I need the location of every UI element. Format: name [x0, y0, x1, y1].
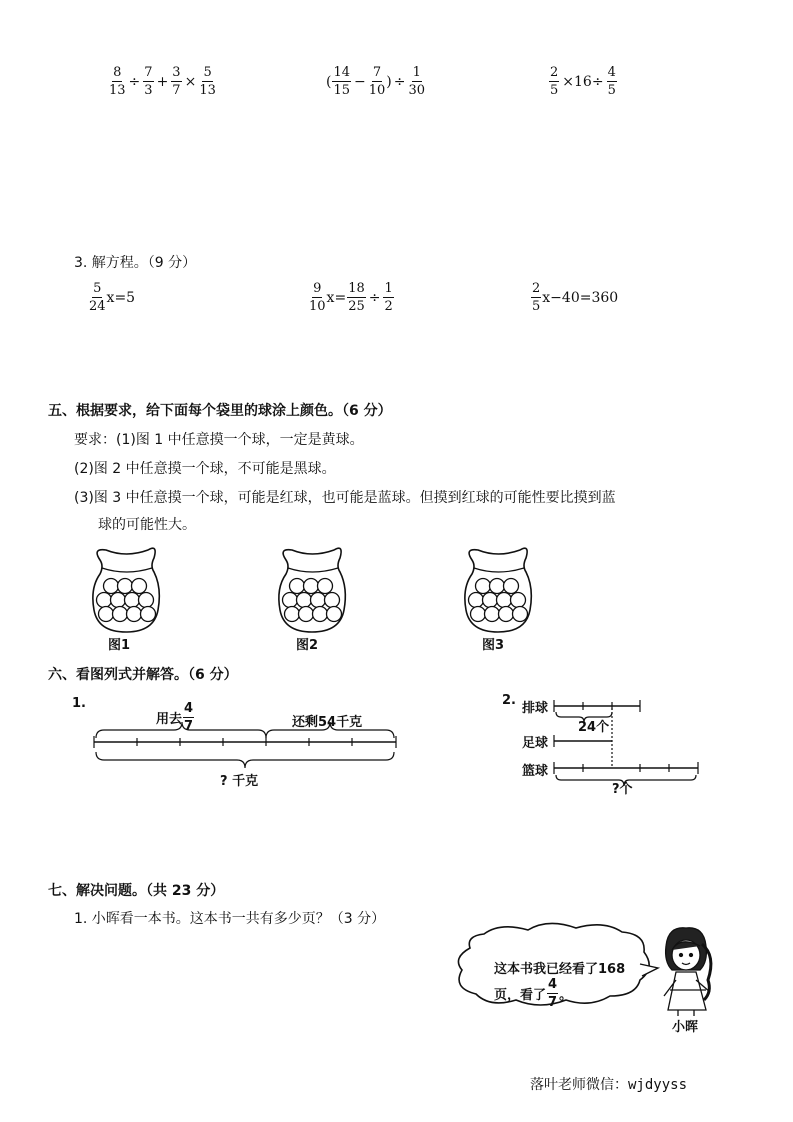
fraction: $\frac{9}{10}$ — [309, 281, 326, 314]
fraction: $\frac{4}{7}$ — [548, 977, 558, 1010]
total-kg-label: ? 千克 — [220, 774, 259, 789]
remaining-label: 还剩54千克 — [292, 715, 363, 730]
fraction: $\frac{14}{15}$ — [333, 65, 351, 98]
difference-label: 24个 — [578, 720, 610, 735]
section-5-title: 五、根据要求，给下面每个袋里的球涂上颜色。（6 分） — [48, 403, 392, 419]
bag-label-3: 图3 — [482, 638, 505, 653]
bubble-line-1: 这本书我已经看了168 — [494, 962, 626, 977]
equation-2: $\frac{9}{10}$ x= $\frac{18}{25}$ ÷ $\frac{1}{2}$ — [309, 281, 393, 314]
equation-3: $\frac{2}{5}$ x−40=360 — [532, 281, 619, 314]
fraction: $\frac{3}{7}$ — [172, 65, 181, 98]
calc-expression-2: ( $\frac{14}{15}$ − $\frac{7}{10}$ ) ÷ $\frac{1}{30}$ — [326, 65, 426, 98]
question-1: 1. 小晖看一本书。这本书一共有多少页？（3 分） — [74, 911, 386, 927]
fraction: $\frac{2}{5}$ — [550, 65, 559, 98]
requirement-3b: 球的可能性大。 — [98, 517, 196, 533]
fraction: $\frac{4}{5}$ — [607, 65, 616, 98]
section-7-title: 七、解决问题。（共 23 分） — [48, 883, 225, 899]
calc-expression-3: $\frac{2}{5}$ ×16÷ $\frac{4}{5}$ — [550, 65, 616, 98]
requirement-1: 要求：(1)图 1 中任意摸一个球，一定是黄球。 — [74, 432, 364, 448]
section-6-title: 六、看图列式并解答。（6 分） — [48, 667, 238, 683]
fraction: $\frac{5}{24}$ — [89, 281, 106, 314]
fraction: $\frac{18}{25}$ — [348, 281, 365, 314]
used-label: 用去 $\frac{4}{7}$ — [156, 701, 194, 734]
requirement-3a: (3)图 3 中任意摸一个球，可能是红球，也可能是蓝球。但摸到红球的可能性要比摸到蓝 — [74, 490, 616, 506]
problem-1-number: 1. — [72, 696, 86, 711]
character-name: 小晖 — [672, 1020, 699, 1035]
fraction: $\frac{8}{13}$ — [109, 65, 126, 98]
bag-label-1: 图1 — [108, 638, 131, 653]
problem-2-number: 2. — [502, 693, 516, 708]
bag-label-2: 图2 — [296, 638, 319, 653]
equation-1: $\frac{5}{24}$ x=5 — [89, 281, 136, 314]
basketball-label: 篮球 — [522, 764, 549, 779]
calc-expression-1: $\frac{8}{13}$ ÷ $\frac{7}{3}$ + $\frac{3}{7}$ × $\frac{5}{13}$ — [109, 65, 216, 98]
bubble-line-2: 页，看了 $\frac{4}{7}$ 。 — [494, 977, 573, 1010]
fraction: $\frac{7}{3}$ — [144, 65, 153, 98]
equations-title: 3. 解方程。（9 分） — [74, 255, 197, 271]
football-label: 足球 — [522, 736, 549, 751]
footer-contact: 落叶老师微信：wjdyyss — [530, 1077, 688, 1093]
volleyball-label: 排球 — [522, 701, 549, 716]
fraction: $\frac{2}{5}$ — [532, 281, 541, 314]
fraction: $\frac{5}{13}$ — [199, 65, 216, 98]
fraction: $\frac{1}{30}$ — [408, 65, 426, 98]
fraction: $\frac{4}{7}$ — [184, 701, 194, 734]
total-count-label: ?个 — [612, 782, 633, 797]
fraction: $\frac{7}{10}$ — [368, 65, 386, 98]
fraction: $\frac{1}{2}$ — [384, 281, 393, 314]
requirement-2: (2)图 2 中任意摸一个球，不可能是黑球。 — [74, 461, 336, 477]
